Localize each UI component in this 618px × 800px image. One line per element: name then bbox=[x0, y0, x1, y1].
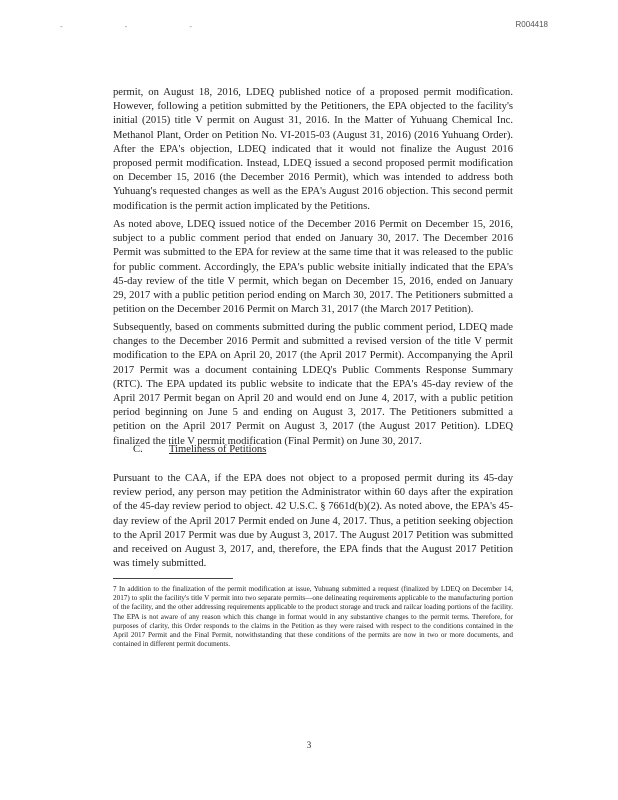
paragraph-timeliness bbox=[113, 472, 513, 571]
section-title: Timeliness of Petitions bbox=[169, 444, 267, 455]
section-letter: C. bbox=[133, 444, 143, 455]
paragraph-permit-history bbox=[113, 86, 513, 214]
footnote-divider bbox=[113, 578, 233, 579]
header-marks: - - - bbox=[60, 22, 222, 31]
footnote: 7 In addition to the finalization of the permit modification at issue, Yuhuang submitted a request (finalized by LDEQ on December 14, 2017) to split the facility's title V permit into two separate permits—one delineating requirements applicable to the manufacturing portion of the facility, and the other addressing requirements applicable to the product storage and truck and railcar loading portions of the facility. The EPA is not aware of any reason which this change in format would in any substantive changes to the permit terms. Therefore, for purposes of clarity, this Order responds to the claims in the Petition as they were raised with respect to the conditions contained in the April 2017 Permit and the Final Permit, notwithstanding that these conditions of the permits are now in two or more documents, and contained in different permit documents. bbox=[113, 585, 513, 649]
paragraph-text: As noted above, LDEQ issued notice of the December 2016 Permit on December 15, 2016, subject to a public comment period that ended on January 30, 2017. The December 2016 Permit was submitted to the EPA for review at the same time that it was released to the public for public comment. Accordingly, the EPA's public website initially indicated that the EPA's 45-day review of the title V permit, which began on December 15, 2016, ended on January 29, 2017 with a public petition period ending on March 30, 2017. The Petitioners submitted a petition on the December 2016 Permit on March 31, 2017 (the March 2017 Petition). bbox=[113, 219, 513, 316]
section-heading bbox=[133, 444, 266, 455]
page-number: 3 bbox=[306, 740, 312, 750]
bates-number: R004418 bbox=[515, 20, 548, 29]
paragraph-april-permit bbox=[113, 321, 513, 449]
paragraph-text: Subsequently, based on comments submitted during the public comment period, LDEQ made changes to the December 2016 Permit and submitted a revised version of the title V permit modification to the EPA on April 20, 2017 (the April 2017 Permit). Accompanying the April 2017 Permit was a document containing LDEQ's Public Comments Response Summary (RTC). The EPA updated its public website to indicate that the EPA's 45-day review of the April 2017 Permit began on April 20 and would end on June 4, 2017, with a public petition period beginning on June 5 and ending on August 3, 2017. The Petitioners submitted a petition on the April 2017 Permit on August 3, 2017 (the August 2017 Petition). LDEQ finalized the title V permit modification (Final Permit) on June 30, 2017. bbox=[113, 322, 513, 447]
paragraph-text: Pursuant to the CAA, if the EPA does not object to a proposed permit during its 45-day review period, any person may petition the Administrator within 60 days after the expiration of the 45-day review period to object. 42 U.S.C. § 7661d(b)(2). As noted above, the EPA's 45-day review of the April 2017 Permit ended on June 4, 2017. Thus, a petition seeking objection to the April 2017 Permit was due by August 3, 2017. The August 2017 Petition was submitted and received on August 3, 2017, and, therefore, the EPA finds that the August 2017 Petition was timely submitted. bbox=[113, 473, 513, 570]
paragraph-december-permit bbox=[113, 218, 513, 317]
paragraph-text: permit, on August 18, 2016, LDEQ published notice of a proposed permit modification. However, following a petition submitted by the Petitioners, the EPA objected to the facility's initial (2015) title V permit on August 31, 2016. In the Matter of Yuhuang Chemical Inc. Methanol Plant, Order on Petition No. VI-2015-03 (August 31, 2016) (2016 Yuhuang Order). After the EPA's objection, LDEQ indicated that it would not finalize the August 2016 proposed permit modification. Instead, LDEQ issued a second proposed permit modification on December 15, 2016 (the December 2016 Permit), which was intended to address both Yuhuang's requested changes as well as the EPA's August 2016 objection. This second permit modification is the permit action implicated by the Petitions. bbox=[113, 87, 513, 212]
